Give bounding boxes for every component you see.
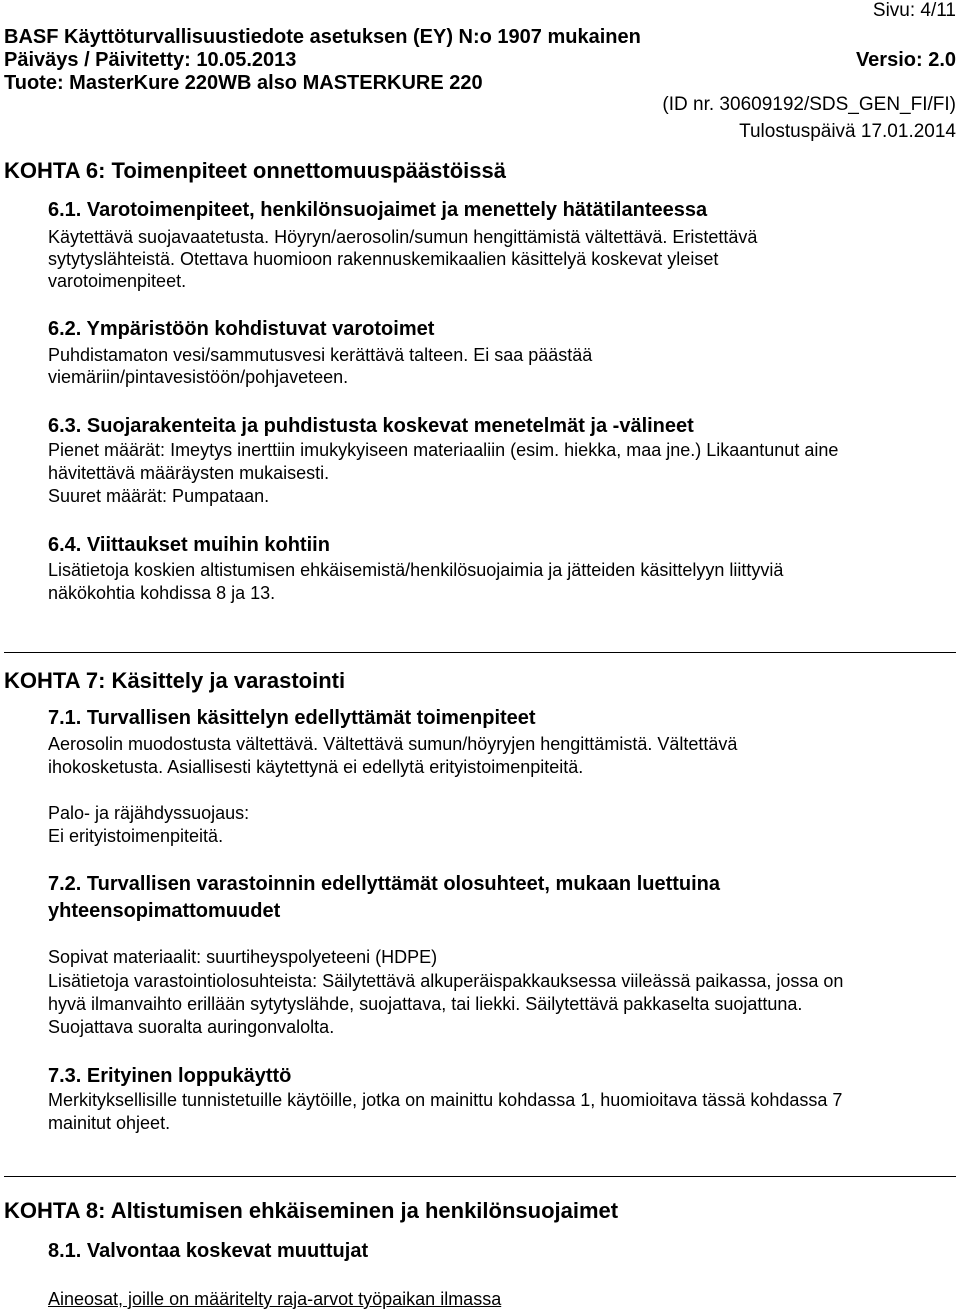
header-product: Tuote: MasterKure 220WB also MASTERKURE 220 bbox=[4, 72, 483, 94]
subsection-7-2-line: Sopivat materiaalit: suurtiheyspolyeteeni (HDPE) bbox=[48, 947, 438, 967]
section-7-title: KOHTA 7: Käsittely ja varastointi bbox=[4, 668, 346, 693]
exposure-limits-heading: Aineosat, joille on määritelty raja-arvot työpaikan ilmassa bbox=[48, 1289, 502, 1309]
section-6-title: KOHTA 6: Toimenpiteet onnettomuuspäästöissä bbox=[4, 158, 506, 183]
subsection-7-2-title: yhteensopimattomuudet bbox=[48, 900, 281, 922]
subsection-6-2-line: viemäriin/pintavesistöön/pohjaveteen. bbox=[48, 367, 349, 387]
fire-protection-label: Palo- ja räjähdyssuojaus: bbox=[48, 803, 250, 823]
subsection-6-3-line: hävitettävä määräysten mukaisesti. bbox=[48, 463, 330, 483]
subsection-7-1-line: Aerosolin muodostusta vältettävä. Vältettävä sumun/höyryjen hengittämistä. Vältettävä bbox=[48, 734, 738, 754]
subsection-7-2-line: Suojattava suoralta auringonvalolta. bbox=[48, 1017, 335, 1037]
subsection-6-3-title: 6.3. Suojarakenteita ja puhdistusta koskevat menetelmät ja -välineet bbox=[48, 415, 694, 437]
subsection-6-2-line: Puhdistamaton vesi/sammutusvesi kerättävä talteen. Ei saa päästää bbox=[48, 345, 593, 365]
subsection-6-2-title: 6.2. Ympäristöön kohdistuvat varotoimet bbox=[48, 318, 435, 340]
subsection-6-1-line: sytytyslähteistä. Otettava huomioon rakennuskemikaalien käsittelyä koskevat yleiset bbox=[48, 249, 719, 269]
section-divider bbox=[4, 652, 956, 653]
subsection-7-1-line: ihokosketusta. Asiallisesti käytettynä ei edellytä erityistoimenpiteitä. bbox=[48, 757, 584, 777]
subsection-6-3-line: Pienet määrät: Imeytys inerttiin imukykyiseen materiaaliin (esim. hiekka, maa jne.) Likaantunut aine bbox=[48, 440, 839, 460]
subsection-6-3-line: Suuret määrät: Pumpataan. bbox=[48, 486, 270, 506]
header-print-date: Tulostuspäivä 17.01.2014 bbox=[739, 121, 956, 142]
subsection-7-3-line: mainitut ohjeet. bbox=[48, 1113, 171, 1133]
section-8-title: KOHTA 8: Altistumisen ehkäiseminen ja henkilönsuojaimet bbox=[4, 1198, 619, 1223]
subsection-7-1-title: 7.1. Turvallisen käsittelyn edellyttämät toimenpiteet bbox=[48, 707, 536, 729]
subsection-7-2-title: 7.2. Turvallisen varastoinnin edellyttämät olosuhteet, mukaan luettuina bbox=[48, 873, 721, 895]
subsection-8-1-title: 8.1. Valvontaa koskevat muuttujat bbox=[48, 1240, 369, 1262]
subsection-6-4-title: 6.4. Viittaukset muihin kohtiin bbox=[48, 534, 330, 556]
section-divider bbox=[4, 1176, 956, 1177]
subsection-7-3-title: 7.3. Erityinen loppukäyttö bbox=[48, 1065, 292, 1087]
header-version: Versio: 2.0 bbox=[855, 49, 956, 71]
fire-protection-text: Ei erityistoimenpiteitä. bbox=[48, 826, 224, 846]
subsection-7-2-line: Lisätietoja varastointiolosuhteista: Säilytettävä alkuperäispakkauksessa viileässä paikassa, jossa on bbox=[48, 971, 844, 991]
subsection-7-2-line: hyvä ilmanvaihto erillään sytytyslähde, suojattava, tai liekki. Säilytettävä pakkaselta suojattuna. bbox=[48, 994, 803, 1014]
header-regulation: BASF Käyttöturvallisuustiedote asetuksen (EY) N:o 1907 mukainen bbox=[4, 26, 641, 48]
subsection-6-4-line: Lisätietoja koskien altistumisen ehkäisemistä/henkilösuojaimia ja jätteiden käsittelyyn liittyviä bbox=[48, 560, 784, 580]
header-date: Päiväys / Päivitetty: 10.05.2013 bbox=[4, 49, 297, 71]
subsection-6-1-line: Käytettävä suojavaatetusta. Höyryn/aerosolin/sumun hengittämistä vältettävä. Eristettävä bbox=[48, 227, 758, 247]
subsection-7-3-line: Merkityksellisille tunnistetuille käytöille, jotka on mainittu kohdassa 1, huomioitava tässä kohdassa 7 bbox=[48, 1090, 843, 1110]
subsection-6-1-title: 6.1. Varotoimenpiteet, henkilönsuojaimet ja menettely hätätilanteessa bbox=[48, 199, 708, 221]
subsection-6-4-line: näkökohtia kohdissa 8 ja 13. bbox=[48, 583, 276, 603]
subsection-6-1-line: varotoimenpiteet. bbox=[48, 271, 187, 291]
page-number: Sivu: 4/11 bbox=[872, 0, 956, 21]
header-id: (ID nr. 30609192/SDS_GEN_FI/FI) bbox=[662, 94, 956, 115]
